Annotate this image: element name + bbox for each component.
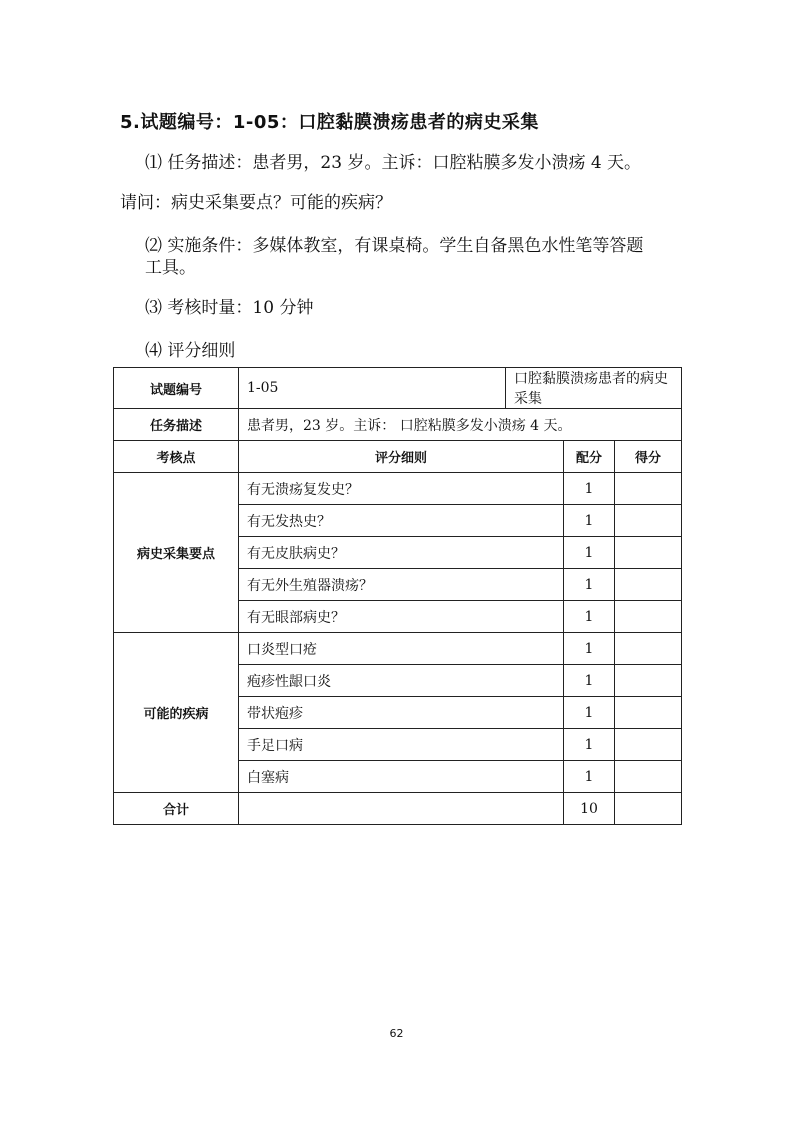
total-criteria-cell — [239, 793, 564, 825]
task-description-line2: 请问：病史采集要点？可能的疾病？ — [120, 193, 392, 213]
total-score: 10 — [564, 793, 615, 825]
score-cell: 1 — [564, 729, 615, 761]
score-cell: 1 — [564, 473, 615, 505]
earned-cell — [615, 601, 682, 633]
page-number: 62 — [389, 1027, 404, 1040]
header-criteria: 评分细则 — [239, 441, 564, 473]
criteria-cell: 手足口病 — [239, 729, 564, 761]
earned-cell — [615, 537, 682, 569]
task-label: 任务描述 — [114, 409, 239, 441]
question-title-cell: 口腔黏膜溃疡患者的病史采集 — [506, 368, 682, 409]
earned-cell — [615, 633, 682, 665]
criteria-cell: 口炎型口疮 — [239, 633, 564, 665]
score-cell: 1 — [564, 601, 615, 633]
earned-cell — [615, 665, 682, 697]
criteria-cell: 有无溃疡复发史？ — [239, 473, 564, 505]
criteria-cell: 有无眼部病史？ — [239, 601, 564, 633]
header-score: 配分 — [564, 441, 615, 473]
task-text-cell: 患者男，23 岁。主诉： 口腔粘膜多发小溃疡 4 天。 — [239, 409, 682, 441]
earned-cell — [615, 505, 682, 537]
table-header-row — [114, 441, 682, 473]
conditions-line1: ⑵ 实施条件：多媒体教室，有课桌椅。学生自备黑色水性笔等答题 — [145, 236, 644, 256]
group-label-diseases: 可能的疾病 — [114, 633, 239, 793]
score-cell: 1 — [564, 697, 615, 729]
score-cell: 1 — [564, 633, 615, 665]
earned-cell — [615, 761, 682, 793]
score-cell: 1 — [564, 569, 615, 601]
earned-cell — [615, 697, 682, 729]
question-id-label: 试题编号 — [114, 368, 239, 409]
total-earned — [615, 793, 682, 825]
conditions-line2: 工具。 — [145, 258, 196, 278]
task-description-line1: ⑴ 任务描述：患者男，23 岁。主诉：口腔粘膜多发小溃疡 4 天。 — [145, 153, 642, 173]
question-id-value: 1-05 — [239, 368, 506, 409]
table-row-task — [114, 409, 682, 441]
total-row — [114, 793, 682, 825]
earned-cell — [615, 473, 682, 505]
question-heading: 5.试题编号：1-05：口腔黏膜溃疡患者的病史采集 — [120, 112, 539, 133]
score-cell: 1 — [564, 665, 615, 697]
score-cell: 1 — [564, 537, 615, 569]
table-row-id — [114, 368, 682, 409]
header-point: 考核点 — [114, 441, 239, 473]
group-label-history: 病史采集要点 — [114, 473, 239, 633]
criteria-cell: 疱疹性龈口炎 — [239, 665, 564, 697]
table-row — [114, 633, 682, 665]
criteria-cell: 有无皮肤病史？ — [239, 537, 564, 569]
table-row — [114, 473, 682, 505]
criteria-cell: 带状疱疹 — [239, 697, 564, 729]
duration-line: ⑶ 考核时量：10 分钟 — [145, 298, 314, 318]
score-cell: 1 — [564, 761, 615, 793]
earned-cell — [615, 569, 682, 601]
score-cell: 1 — [564, 505, 615, 537]
criteria-cell: 有无发热史？ — [239, 505, 564, 537]
total-label: 合计 — [114, 793, 239, 825]
header-earned: 得分 — [615, 441, 682, 473]
scoring-table — [113, 367, 682, 825]
rules-line: ⑷ 评分细则 — [145, 341, 236, 361]
earned-cell — [615, 729, 682, 761]
criteria-cell: 白塞病 — [239, 761, 564, 793]
criteria-cell: 有无外生殖器溃疡？ — [239, 569, 564, 601]
